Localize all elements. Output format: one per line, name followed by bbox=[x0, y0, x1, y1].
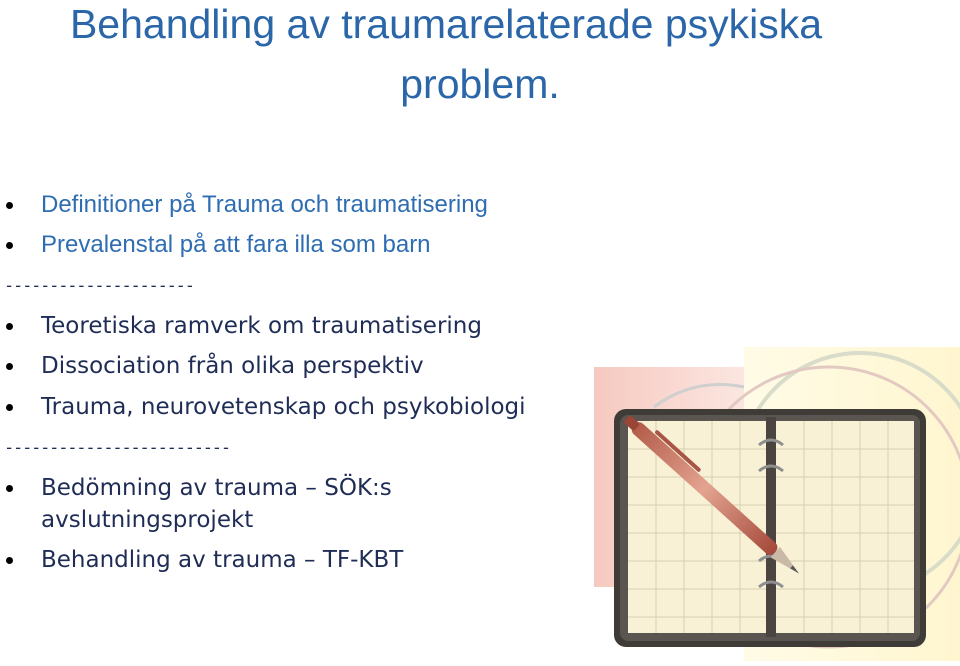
list-item-text: Teoretiska ramverk om traumatisering bbox=[41, 313, 482, 339]
list-item-text: Bedömning av trauma – SÖK:s bbox=[41, 475, 392, 501]
bullet-dot-icon bbox=[6, 557, 13, 564]
list-item-text: Definitioner på Trauma och traumatisering bbox=[41, 191, 488, 218]
notebook-with-pen-icon bbox=[594, 347, 960, 661]
bullet-dot-icon bbox=[6, 363, 13, 370]
list-item-text: avslutningsprojekt bbox=[41, 507, 254, 533]
separator-dashes: ------------------------- bbox=[4, 438, 230, 458]
separator-dashes: --------------------- bbox=[4, 276, 194, 296]
list-item-text: Prevalenstal på att fara illa som barn bbox=[41, 231, 431, 258]
bullet-dot-icon bbox=[6, 323, 13, 330]
notebook-illustration bbox=[594, 347, 960, 661]
bullet-dot-icon bbox=[6, 404, 13, 411]
slide-title-line-2: problem. bbox=[400, 61, 560, 107]
list-item-text: Dissociation från olika perspektiv bbox=[41, 353, 424, 379]
slide-title-line-1: Behandling av traumarelaterade psykiska bbox=[69, 1, 823, 47]
bullet-dot-icon bbox=[6, 202, 13, 209]
list-item-text: Behandling av trauma – TF-KBT bbox=[41, 547, 404, 573]
bullet-dot-icon bbox=[6, 242, 13, 249]
bullet-dot-icon bbox=[6, 485, 13, 492]
list-item-text: Trauma, neurovetenskap och psykobiologi bbox=[41, 394, 526, 420]
